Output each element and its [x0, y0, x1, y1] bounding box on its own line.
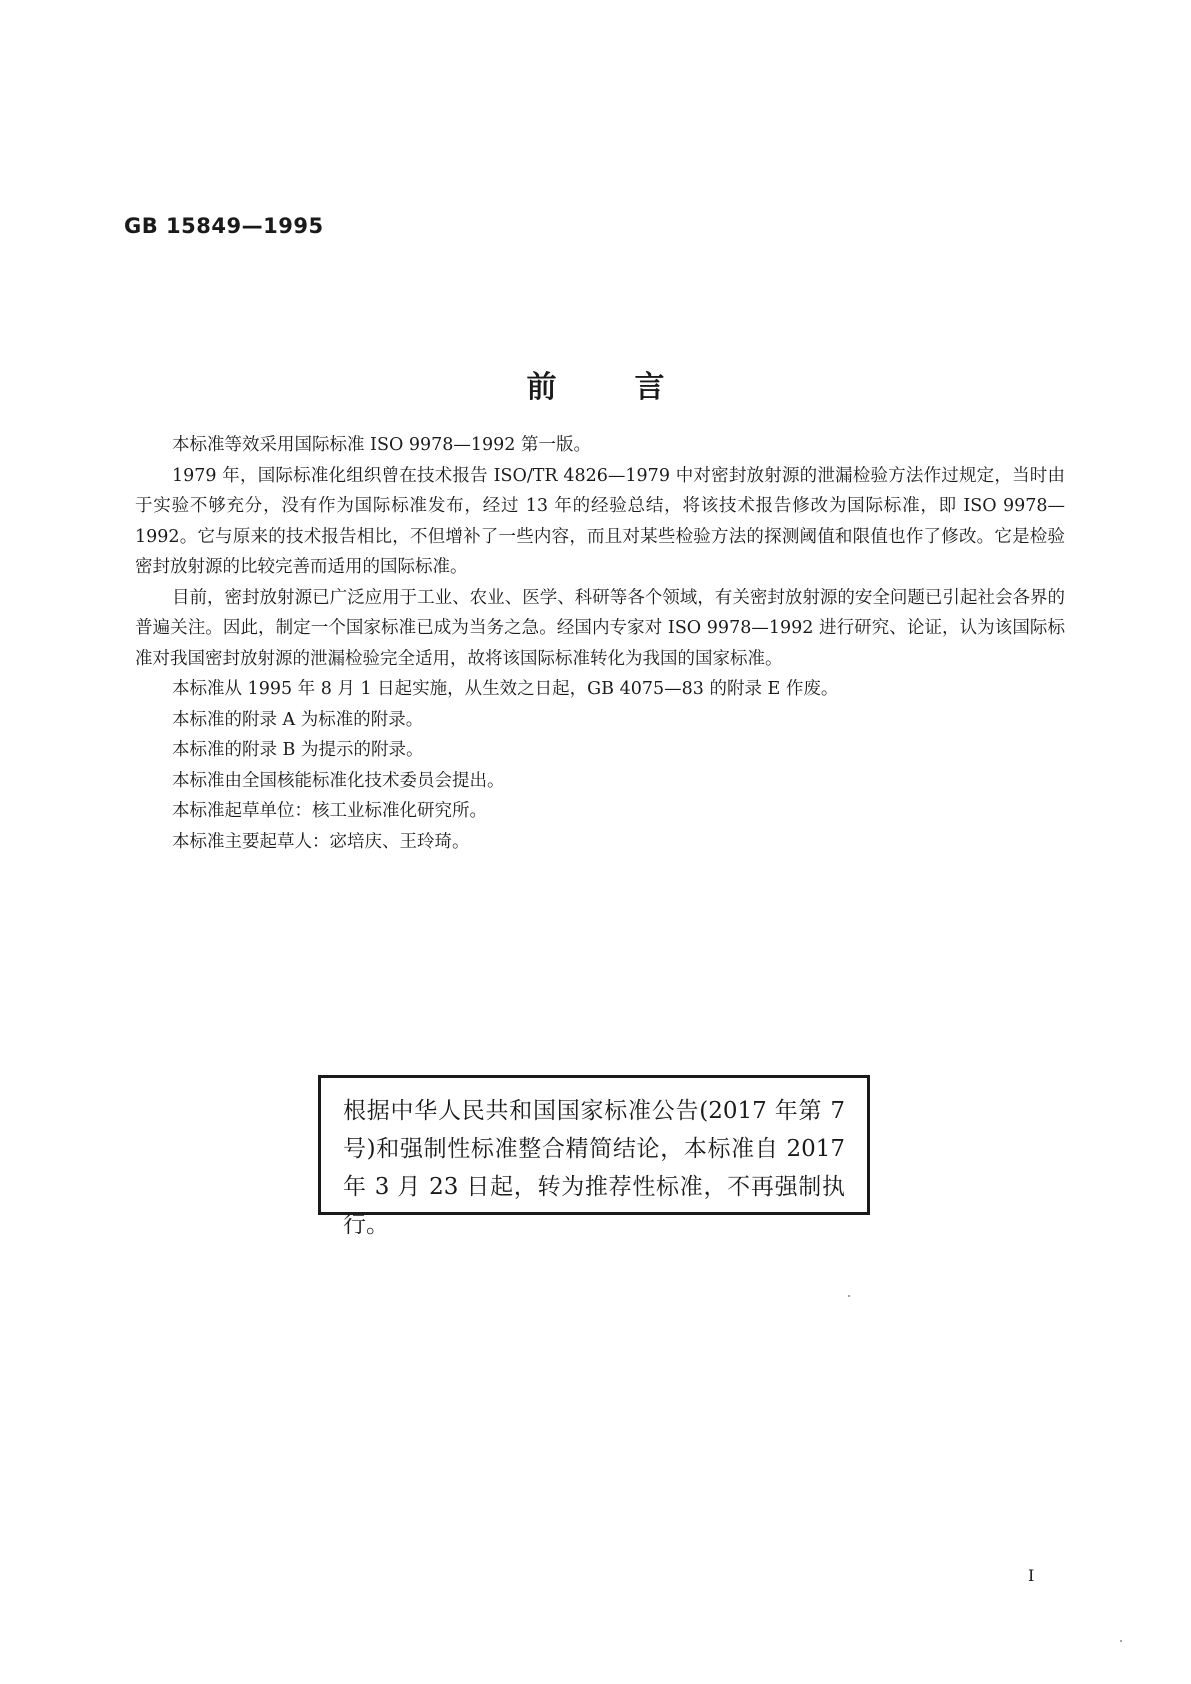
foreword-paragraph: 本标准起草单位：核工业标准化研究所。 [172, 801, 487, 821]
foreword-body [135, 430, 1065, 857]
foreword-paragraph: 本标准主要起草人：宓培庆、王玲琦。 [172, 831, 470, 852]
foreword-title: 前言 [526, 370, 743, 405]
foreword-paragraph: 本标准的附录 A 为标准的附录。 [172, 709, 424, 730]
foreword-paragraph: 本标准从 1995 年 8 月 1 日起实施，从生效之日起，GB 4075—83 的附录 E 作废。 [172, 679, 839, 699]
foreword-paragraph: 目前，密封放射源已广泛应用于工业、农业、医学、科研等各个领域，有关密封放射源的安全问题已引起社会各界的普遍关注。因此，制定一个国家标准已成为当务之急。经国内专家对 ISO 9978—1992 进行研究、论证，认为该国际标准对我国密封放射源的泄漏检验完全适用，故将该国际标准转化为我国的国家标准。 [135, 587, 1065, 669]
foreword-paragraph: 1979 年，国际标准化组织曾在技术报告 ISO/TR 4826—1979 中对密封放射源的泄漏检验方法作过规定，当时由于实验不够充分，没有作为国际标准发布，经过 13 年的经验总结，将该技术报告修改为国际标准，即 ISO 9978—1992。它与原来的技术报告相比，不但增补了一些内容，而且对某些检验方法的探测阈值和限值也作了修改。它是检验密封放射源的比较完善而适用的国际标准。 [135, 465, 1065, 577]
foreword-paragraph: 本标准的附录 B 为提示的附录。 [172, 740, 424, 760]
scan-speck [1120, 1640, 1122, 1642]
notice-box: 根据中华人民共和国国家标准公告(2017 年第 7 号)和强制性标准整合精简结论，本标准自 2017 年 3 月 23 日起，转为推荐性标准，不再强制执行。 [318, 1075, 870, 1215]
standard-code: GB 15849—1995 [124, 214, 324, 238]
foreword-paragraph: 本标准等效采用国际标准 ISO 9978—1992 第一版。 [172, 435, 592, 455]
page-number: I [1028, 1566, 1035, 1585]
foreword-paragraph: 本标准由全国核能标准化技术委员会提出。 [172, 770, 505, 791]
scan-speck [848, 1295, 850, 1297]
